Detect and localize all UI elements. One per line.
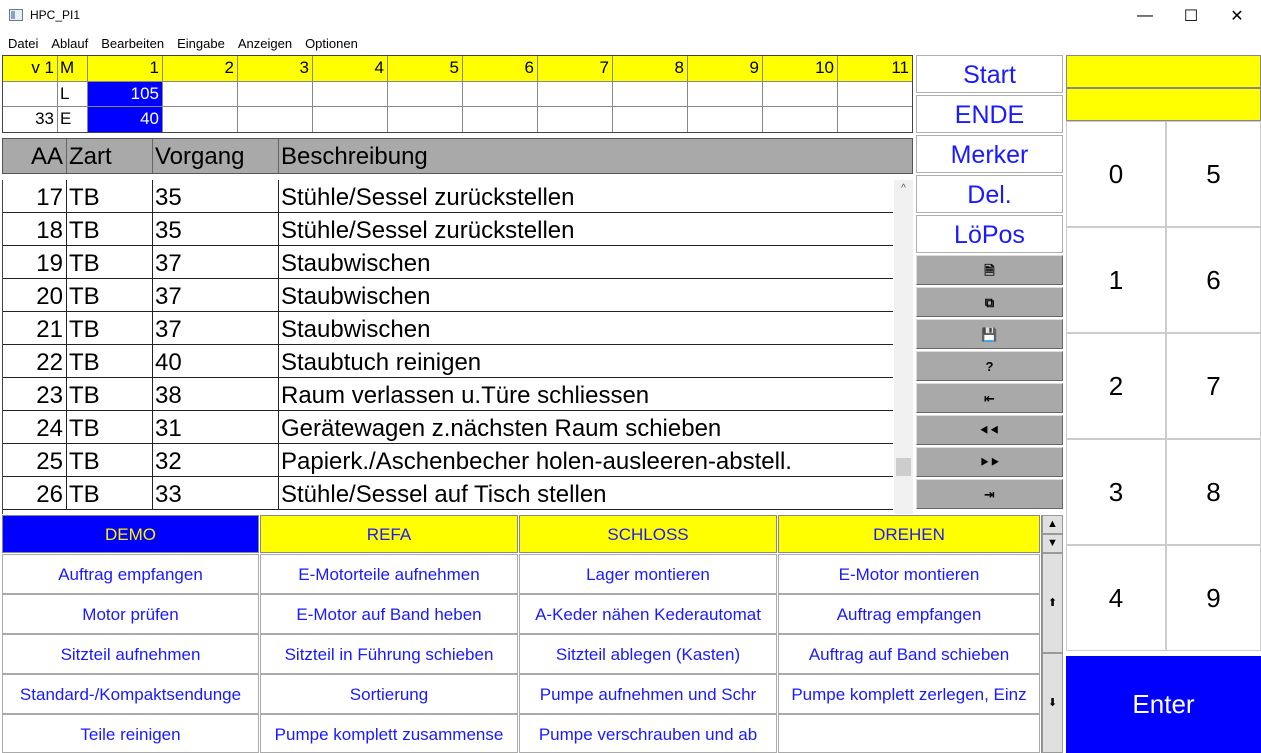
cell-beschreibung: Staubwischen	[279, 312, 893, 345]
cell-vorgang: 37	[153, 312, 279, 345]
menu-datei[interactable]: Datei	[8, 35, 39, 51]
grid-cell[interactable]	[688, 107, 763, 132]
num-3-button[interactable]: 3	[1066, 439, 1166, 545]
menu-optionen[interactable]: Optionen	[305, 35, 358, 51]
cell-beschreibung: Raum verlassen u.Türe schliessen	[279, 378, 893, 411]
num-4-button[interactable]: 4	[1066, 545, 1166, 651]
cell-vorgang: 35	[153, 213, 279, 246]
menu-bearbeiten[interactable]: Bearbeiten	[101, 35, 165, 51]
grid-cell[interactable]	[763, 82, 838, 107]
op-button[interactable]: Teile reinigen	[2, 714, 259, 753]
cell-vorgang: 31	[153, 411, 279, 444]
close-button[interactable]: ✕	[1230, 8, 1244, 25]
copy-doc-icon[interactable]: ⧉	[916, 287, 1063, 317]
category-schloss[interactable]: SCHLOSS	[519, 515, 777, 553]
cell-vorgang: 37	[153, 279, 279, 312]
op-button[interactable]: E-Motor montieren	[778, 554, 1040, 594]
menu-eingabe[interactable]: Eingabe	[177, 35, 225, 51]
menu-anzeigen[interactable]: Anzeigen	[237, 35, 293, 51]
cell-vorgang: 40	[153, 345, 279, 378]
page-down-icon[interactable]: ⬇	[1042, 653, 1063, 753]
help-icon[interactable]: ?	[916, 351, 1063, 381]
cell-aa: 19	[3, 246, 67, 279]
grid-cell[interactable]	[313, 107, 388, 132]
op-button[interactable]: Pumpe aufnehmen und Schr	[519, 674, 777, 714]
grid-col-header[interactable]: 4	[313, 56, 388, 82]
cell-aa: 17	[3, 180, 67, 213]
cell-aa: 21	[3, 312, 67, 345]
cell-beschreibung: Staubwischen	[279, 246, 893, 279]
table-row[interactable]	[3, 279, 893, 312]
op-button[interactable]: E-Motorteile aufnehmen	[260, 554, 518, 594]
grid-col-header[interactable]: 11	[838, 56, 912, 82]
prev-icon[interactable]: ⯇⯇	[916, 415, 1063, 445]
header-vorgang[interactable]: Vorgang	[153, 139, 279, 173]
cell-zart: TB	[67, 378, 153, 411]
cell-aa: 24	[3, 411, 67, 444]
category-refa[interactable]: REFA	[260, 515, 518, 553]
num-7-button[interactable]: 7	[1166, 333, 1261, 439]
cell-aa: 26	[3, 477, 67, 510]
list-header	[2, 138, 913, 174]
cell-aa: 25	[3, 444, 67, 477]
grid-col-header[interactable]: 9	[688, 56, 763, 82]
cell-aa: 22	[3, 345, 67, 378]
cell-vorgang: 32	[153, 444, 279, 477]
last-icon[interactable]: ⇥	[916, 479, 1063, 509]
cell-zart: TB	[67, 477, 153, 510]
grid-cell[interactable]	[538, 107, 613, 132]
cell-beschreibung: Stühle/Sessel zurückstellen	[279, 213, 893, 246]
cell-vorgang: 37	[153, 246, 279, 279]
app-icon	[9, 9, 23, 21]
cell-zart: TB	[67, 213, 153, 246]
window-title: HPC_PI1	[30, 8, 81, 22]
element-grid	[2, 55, 913, 133]
cell-zart: TB	[67, 411, 153, 444]
scroll-up-small-icon[interactable]: ▲	[1042, 515, 1063, 534]
enter-button[interactable]: Enter	[1066, 656, 1261, 753]
grid-cell[interactable]	[463, 82, 538, 107]
grid-col-header[interactable]: 7	[538, 56, 613, 82]
op-button[interactable]: Pumpe verschrauben und ab	[519, 714, 777, 753]
grid-col-header[interactable]: 3	[238, 56, 313, 82]
grid-cell[interactable]	[538, 82, 613, 107]
save-icon[interactable]: 💾	[916, 319, 1063, 349]
cell-zart: TB	[67, 444, 153, 477]
op-button[interactable]: Auftrag empfangen	[2, 554, 259, 594]
new-doc-icon[interactable]: 🗎	[916, 255, 1063, 285]
table-row[interactable]	[3, 180, 893, 213]
table-row[interactable]	[3, 411, 893, 444]
cell-zart: TB	[67, 312, 153, 345]
scroll-up-icon[interactable]: ^	[901, 183, 906, 194]
grid-cell[interactable]	[613, 107, 688, 132]
grid-cell[interactable]	[163, 82, 238, 107]
grid-cell[interactable]	[763, 107, 838, 132]
num-2-button[interactable]: 2	[1066, 333, 1166, 439]
num-5-button[interactable]: 5	[1166, 121, 1261, 227]
op-button[interactable]: Pumpe komplett zerlegen, Einz	[778, 674, 1040, 714]
cell-aa: 20	[3, 279, 67, 312]
title-bar	[0, 0, 1261, 32]
grid-cell[interactable]	[238, 107, 313, 132]
cell-vorgang: 35	[153, 180, 279, 213]
grid-row-l-left	[3, 82, 58, 107]
table-row[interactable]	[3, 213, 893, 246]
op-button[interactable]: E-Motor auf Band heben	[260, 594, 518, 634]
grid-corner: v 1	[3, 56, 58, 82]
header-zart[interactable]: Zart	[67, 139, 153, 173]
grid-cell[interactable]	[388, 82, 463, 107]
start-button[interactable]: Start	[916, 55, 1063, 93]
grid-cell[interactable]	[688, 82, 763, 107]
scroll-down-small-icon[interactable]: ▼	[1042, 534, 1063, 553]
ende-button[interactable]: ENDE	[916, 95, 1063, 133]
category-demo[interactable]: DEMO	[2, 515, 259, 553]
cell-zart: TB	[67, 345, 153, 378]
page-up-icon[interactable]: ⬆	[1042, 553, 1063, 653]
op-button[interactable]: Standard-/Kompaktsendunge	[2, 674, 259, 714]
op-button[interactable]: Auftrag empfangen	[778, 594, 1040, 634]
op-button[interactable]: A-Keder nähen Kederautomat	[519, 594, 777, 634]
grid-cell[interactable]	[463, 107, 538, 132]
first-icon[interactable]: ⇤	[916, 383, 1063, 413]
header-aa[interactable]: AA	[3, 139, 67, 173]
cell-aa: 18	[3, 213, 67, 246]
cell-aa: 23	[3, 378, 67, 411]
op-button[interactable]: Sitzteil in Führung schieben	[260, 634, 518, 674]
num-8-button[interactable]: 8	[1166, 439, 1261, 545]
table-row[interactable]	[3, 444, 893, 477]
table-row[interactable]	[3, 345, 893, 378]
cell-vorgang: 33	[153, 477, 279, 510]
header-beschreibung[interactable]: Beschreibung	[281, 143, 428, 170]
grid-cell[interactable]	[838, 107, 912, 132]
grid-row-e-label: E	[58, 107, 88, 132]
category-drehen[interactable]: DREHEN	[778, 515, 1040, 553]
list-scrollbar[interactable]	[894, 180, 913, 514]
table-row[interactable]	[3, 312, 893, 345]
loepos-button[interactable]: LöPos	[916, 215, 1063, 253]
grid-row-l-label: L	[58, 82, 88, 107]
cell-beschreibung: Staubtuch reinigen	[279, 345, 893, 378]
cell-beschreibung: Stühle/Sessel auf Tisch stellen	[279, 477, 893, 510]
grid-cell[interactable]	[313, 82, 388, 107]
op-button[interactable]: Pumpe komplett zusammense	[260, 714, 518, 753]
info-field-1	[1066, 55, 1261, 88]
num-9-button[interactable]: 9	[1166, 545, 1261, 651]
minimize-button[interactable]: —	[1137, 7, 1153, 24]
grid-cell[interactable]	[838, 82, 912, 107]
grid-col-header[interactable]: 8	[613, 56, 688, 82]
op-button[interactable]: Sitzteil ablegen (Kasten)	[519, 634, 777, 674]
num-6-button[interactable]: 6	[1166, 227, 1261, 333]
grid-m-header: M	[58, 56, 88, 82]
merker-button[interactable]: Merker	[916, 135, 1063, 173]
grid-cell[interactable]	[388, 107, 463, 132]
table-row[interactable]	[3, 246, 893, 279]
grid-col-header[interactable]: 5	[388, 56, 463, 82]
op-button[interactable]: Auftrag auf Band schieben	[778, 634, 1040, 674]
grid-col-header[interactable]: 2	[163, 56, 238, 82]
grid-cell[interactable]	[238, 82, 313, 107]
maximize-button[interactable]: ☐	[1183, 8, 1199, 25]
cell-beschreibung: Stühle/Sessel zurückstellen	[279, 180, 893, 213]
op-button[interactable]: Sitzteil aufnehmen	[2, 634, 259, 674]
op-button[interactable]: Lager montieren	[519, 554, 777, 594]
grid-cell[interactable]	[163, 107, 238, 132]
cell-zart: TB	[67, 180, 153, 213]
num-1-button[interactable]: 1	[1066, 227, 1166, 333]
cell-beschreibung: Gerätewagen z.nächsten Raum schieben	[279, 411, 893, 444]
cell-zart: TB	[67, 246, 153, 279]
grid-row-e-left: 33	[3, 107, 58, 132]
scroll-thumb[interactable]	[896, 458, 911, 476]
grid-col-header[interactable]: 10	[763, 56, 838, 82]
next-icon[interactable]: ⯈⯈	[916, 447, 1063, 477]
operations-scrollbar[interactable]	[1041, 515, 1063, 753]
grid-l-value[interactable]: 105	[88, 82, 163, 107]
op-button[interactable]: Motor prüfen	[2, 594, 259, 634]
delete-button[interactable]: Del.	[916, 175, 1063, 213]
table-row[interactable]	[3, 378, 893, 411]
menu-ablauf[interactable]: Ablauf	[51, 35, 89, 51]
activity-list	[2, 180, 893, 514]
op-button[interactable]: Sortierung	[260, 674, 518, 714]
table-row[interactable]	[3, 477, 893, 510]
info-field-2	[1066, 88, 1261, 121]
cell-zart: TB	[67, 279, 153, 312]
grid-e-value[interactable]: 40	[88, 107, 163, 132]
cell-beschreibung: Papierk./Aschenbecher holen-ausleeren-abstell.	[279, 444, 893, 477]
cell-beschreibung: Staubwischen	[279, 279, 893, 312]
grid-col-header[interactable]: 1	[88, 56, 163, 82]
grid-cell[interactable]	[613, 82, 688, 107]
num-0-button[interactable]: 0	[1066, 121, 1166, 227]
menu-bar	[0, 32, 1261, 54]
grid-col-header[interactable]: 6	[463, 56, 538, 82]
cell-vorgang: 38	[153, 378, 279, 411]
op-button[interactable]	[778, 714, 1040, 753]
